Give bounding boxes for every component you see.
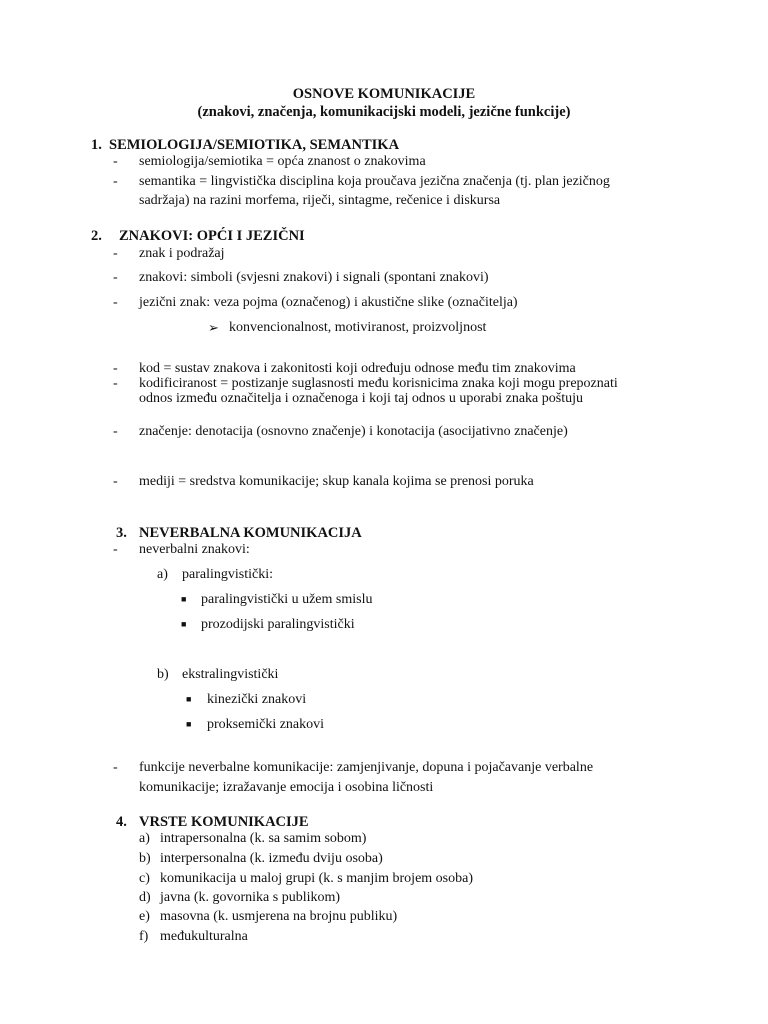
list-item: kodificiranost = postizanje suglasnosti među korisnicima znaka koji mogu prepoznati — [139, 376, 618, 391]
sublist-label: a) — [157, 567, 168, 582]
page-title: OSNOVE KOMUNIKACIJE — [292, 86, 476, 102]
list-label: e) — [139, 909, 150, 924]
list-item: funkcije neverbalne komunikacije: zamjenjivanje, dopuna i pojačavanje verbalne — [139, 760, 594, 775]
section-3-heading: NEVERBALNA KOMUNIKACIJA — [139, 525, 362, 541]
list-item: prozodijski paralingvistički — [201, 617, 355, 632]
dash-bullet: - — [113, 246, 118, 261]
list-item: semantika = lingvistička disciplina koja proučava jezična značenja (tj. plan jezičnog — [139, 174, 610, 189]
list-item: sadržaja) na razini morfema, riječi, sintagme, rečenice i diskursa — [139, 193, 501, 208]
list-item: neverbalni znakovi: — [139, 542, 250, 557]
list-item: semiologija/semiotika = opća znanost o znakovima — [139, 154, 426, 169]
dash-bullet: - — [113, 760, 118, 775]
dash-bullet: - — [113, 474, 118, 489]
list-item: značenje: denotacija (osnovno značenje) i konotacija (asocijativno značenje) — [139, 424, 568, 439]
section-4-heading: VRSTE KOMUNIKACIJE — [139, 814, 309, 830]
list-label: f) — [139, 929, 149, 944]
list-item: intrapersonalna (k. sa samim sobom) — [160, 831, 367, 846]
square-bullet-icon: ■ — [186, 719, 192, 729]
list-label: d) — [139, 890, 151, 905]
dash-bullet: - — [113, 270, 118, 285]
list-label: c) — [139, 871, 150, 886]
list-item: međukulturalna — [160, 929, 248, 944]
list-item: javna (k. govornika s publikom) — [160, 890, 341, 905]
list-item: kinezički znakovi — [207, 692, 307, 707]
square-bullet-icon: ■ — [181, 619, 187, 629]
list-item: proksemički znakovi — [207, 717, 325, 732]
page-subtitle: (znakovi, značenja, komunikacijski modeli, jezične funkcije) — [197, 104, 571, 120]
dash-bullet: - — [113, 542, 118, 557]
square-bullet-icon: ■ — [181, 594, 187, 604]
sublist-heading: paralingvistički: — [182, 567, 273, 582]
arrow-bullet-icon: ➢ — [208, 320, 219, 335]
list-item: konvencionalnost, motiviranost, proizvoljnost — [229, 320, 487, 335]
dash-bullet: - — [113, 361, 118, 376]
list-item: mediji = sredstva komunikacije; skup kanala kojima se prenosi poruka — [139, 474, 534, 489]
section-4-number: 4. — [116, 814, 127, 830]
square-bullet-icon: ■ — [186, 694, 192, 704]
dash-bullet: - — [113, 154, 118, 169]
section-1-number: 1. — [91, 137, 102, 153]
list-label: a) — [139, 831, 150, 846]
list-item: interpersonalna (k. između dviju osoba) — [160, 851, 383, 866]
section-1-heading: SEMIOLOGIJA/SEMIOTIKA, SEMANTIKA — [109, 137, 400, 153]
list-label: b) — [139, 851, 151, 866]
section-2-number: 2. — [91, 228, 102, 244]
dash-bullet: - — [113, 174, 118, 189]
dash-bullet: - — [113, 376, 118, 391]
list-item: komunikacija u maloj grupi (k. s manjim brojem osoba) — [160, 871, 473, 886]
list-item: jezični znak: veza pojma (označenog) i akustične slike (označitelja) — [139, 295, 518, 310]
sublist-label: b) — [157, 667, 169, 682]
list-item: masovna (k. usmjerena na brojnu publiku) — [160, 909, 398, 924]
list-item: kod = sustav znakova i zakonitosti koji određuju odnose među tim znakovima — [139, 361, 576, 376]
list-item: paralingvistički u užem smislu — [201, 592, 373, 607]
list-item: odnos između označitelja i označenoga i koji taj odnos u uporabi znaka poštuju — [139, 391, 583, 406]
list-item: komunikacije; izražavanje emocija i osobina ličnosti — [139, 780, 434, 795]
section-2-heading: ZNAKOVI: OPĆI I JEZIČNI — [119, 228, 305, 244]
dash-bullet: - — [113, 295, 118, 310]
sublist-heading: ekstralingvistički — [182, 667, 279, 682]
section-3-number: 3. — [116, 525, 127, 541]
dash-bullet: - — [113, 424, 118, 439]
list-item: znakovi: simboli (svjesni znakovi) i signali (spontani znakovi) — [139, 270, 489, 285]
list-item: znak i podražaj — [139, 246, 225, 261]
